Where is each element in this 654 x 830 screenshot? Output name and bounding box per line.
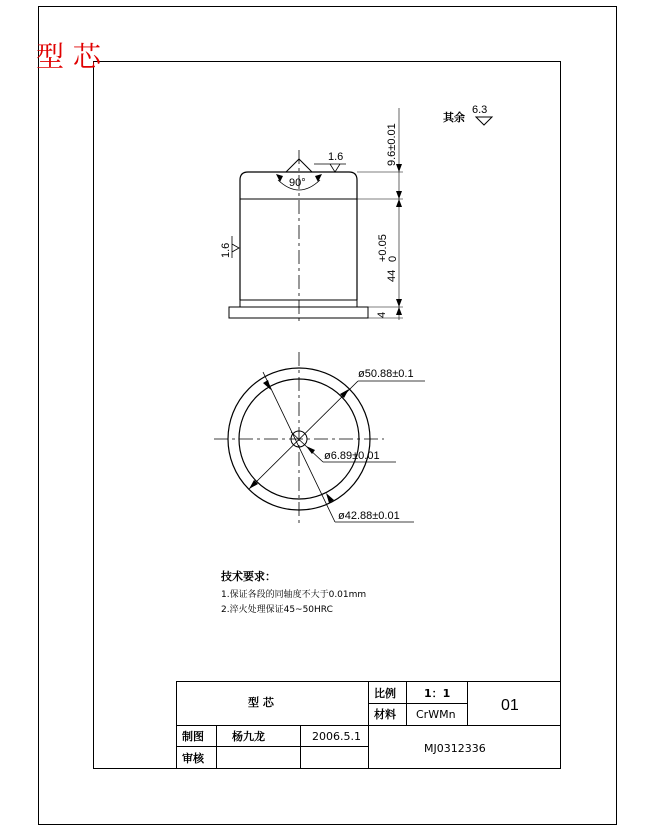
dim-body-main: 44 (386, 269, 398, 282)
side-roughness-icon (232, 236, 239, 258)
dim-arrow-2-icon (396, 191, 402, 199)
side-view (220, 108, 403, 325)
top-roughness-value: 1.6 (328, 151, 344, 163)
top-view (214, 352, 425, 525)
tb-scale-value: 1：1 (424, 687, 451, 700)
dim-arrow-3-icon (396, 199, 402, 207)
tb-date: 2006.5.1 (312, 730, 361, 743)
tb-check-label: 审核 (182, 752, 204, 765)
tb-scale-label: 比例 (374, 687, 396, 700)
tb-part-name: 型 芯 (248, 696, 274, 709)
outer-frame (39, 7, 617, 825)
title-block (177, 682, 561, 769)
dim-body-tol-upper: +0.05 (377, 234, 389, 262)
tb-material-label: 材料 (374, 708, 396, 721)
side-roughness-value: 1.6 (220, 242, 232, 258)
note-item-2: 2.淬火处理保证45~50HRC (221, 605, 333, 615)
dim-arrow-4-icon (396, 299, 402, 307)
surface-finish-label: 其余 (443, 111, 465, 124)
roughness-symbol-icon (476, 117, 492, 125)
cone-angle: 90° (289, 177, 306, 189)
dim-top-label: 9.6±0.01 (386, 123, 398, 166)
tb-sheet-no: 01 (501, 697, 519, 714)
surface-finish-value: 6.3 (472, 104, 488, 116)
top-roughness-icon (314, 164, 346, 172)
tb-material-value: CrWMn (416, 708, 456, 721)
tb-drawn-by: 杨九龙 (232, 730, 265, 743)
dim-body-tol-lower: 0 (387, 255, 399, 262)
outer-diameter: ø50.88±0.1 (358, 368, 414, 380)
core-body-outline (240, 172, 357, 300)
tb-drawn-label: 制图 (182, 730, 204, 743)
tb-drawing-no: MJ0312336 (424, 742, 486, 755)
angle-arrow-right-icon (315, 174, 322, 182)
inner-diameter: ø6.89±0.01 (324, 450, 380, 462)
notes-heading: 技术要求： (221, 570, 276, 583)
page-title: 型 芯 (36, 40, 101, 73)
mid-diameter: ø42.88±0.01 (338, 510, 400, 522)
dim-base-label: 4 (376, 311, 388, 318)
base-flange (229, 307, 368, 318)
note-item-1: 1.保证各段的同轴度不大于0.01mm (221, 590, 367, 600)
dim-arrow-5-icon (396, 307, 402, 315)
outer-dia-leader (249, 381, 358, 489)
angle-arrow-left-icon (276, 174, 283, 182)
inner-frame (94, 62, 561, 769)
